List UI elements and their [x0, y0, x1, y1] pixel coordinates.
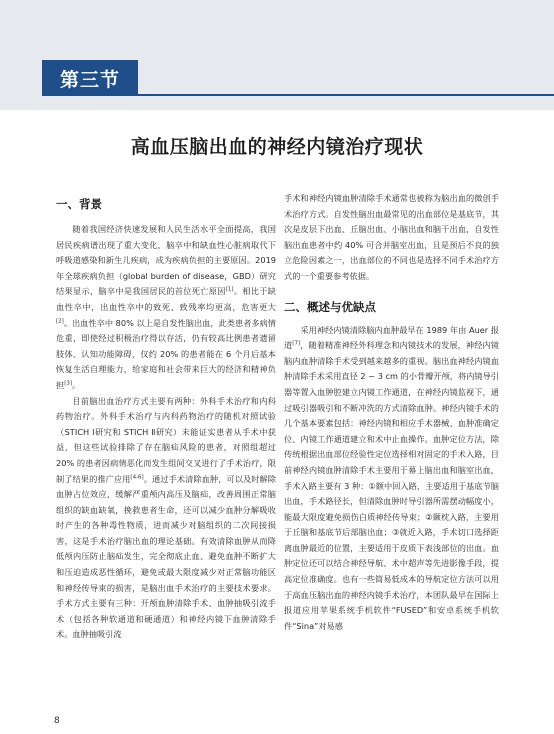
citation: [3]: [64, 380, 72, 387]
heading-overview: 二、概述与优缺点: [284, 299, 376, 314]
left-column: [56, 194, 276, 643]
section-rule: [138, 94, 554, 96]
heading-background: 一、背景: [56, 197, 102, 211]
paragraph-background-1: 随着我国经济快速发展和人民生活水平全面提高，我国居民疾病谱出现了重大变化，脑卒中和缺血性心脏病取代下呼吸道感染和新生儿疾病，成为疾病负担的主要原因。2019 年全球疾病负担（global burden of disease，GBD）研究结果显示，脑卒中是我国居民的首位死亡原因[1]。相比于缺血性卒中，出血性卒中的致死、致残率均更高，危害更大[2]。出血性卒中 80% 以上是自发性脑出血，此类患者多病情危重，即使经过积极治疗得以存活，仍有较高比例患者遗留肢体、认知功能障碍，仅约 20% 的患者能在 6 个月后基本恢复生活自理能力，给家庭和社会带来巨大的经济和精神负担[3]。: [56, 224, 276, 390]
citation: [1]: [225, 286, 234, 293]
right-column: [284, 191, 499, 634]
citation: [2]: [56, 317, 64, 324]
paragraph-overview: 采用神经内镜清除脑内血肿最早在 1989 年由 Auer 报道[7]，随着精准神经外科理念和内镜技术的发展，神经内镜脑内血肿清除手术受到越来越多的重视。脑出血神经内镜血肿清除手术采用直径 2 ~ 3 cm 的小骨瓣开颅，将内镜导引器等置入血肿腔建立内镜工作通道，在神经内镜监视下，通过吸引器吸引和不断冲洗的方式清除血肿。神经内镜手术的几个基本要素包括：神经内镜和相应手术器械、血肿准确定位、内镜工作通道建立和术中止血操作。血肿定位方法，除传统根据出血部位经验性定位选择相对固定的手术入路，目前神经内镜血肿清除手术主要用于幕上脑出血和脑室出血，手术入路主要有 3 种：①额中回入路，主要适用于基底节脑出血，手术路径长，但清除血肿时导引器所需摆动幅度小，能最大限度避免损伤白质神经传导束；②颞枕入路，主要用于丘脑和基底节后部脑出血；③就近入路，手术切口选择距离血肿最近的位置，主要适用于皮质下表浅部位的出血。血肿定位还可以结合神经导航、术中超声等先进影像手段，提高定位准确度。也有一些简易低成本的导航定位方法可以用于高血压脑出血的神经内镜手术治疗，本团队最早在国际上报道应用苹果系统手机软件“FUSED”和安卓系统手机软件“Sina”对易感: [284, 324, 499, 631]
paragraph-continued: 手术和神经内镜血肿清除手术通常也被称为脑出血的微创手术治疗方式。自发性脑出血最常见的出血部位是基底节，其次是皮层下出血、丘脑出血、小脑出血和脑干出血，自发性脑出血患者中约 40% 可合并脑室出血，且是预后不良的独立危险因素之一，出血部位的不同也是选择不同手术治疗方式的一个重要参考依据。: [284, 193, 499, 281]
citation: [7]: [292, 340, 301, 347]
page-number: 8: [54, 716, 60, 726]
page-title: 高血压脑出血的神经内镜治疗现状: [130, 136, 424, 158]
section-badge: 第三节: [42, 60, 138, 96]
paragraph-background-2: 目前脑出血治疗方式主要有两种：外科手术治疗和内科药物治疗。外科手术治疗与内科药物治疗的随机对照试验（STICH Ⅰ研究和 STICH Ⅱ研究）未能证实患者从手术中获益，但这些试验排除了存在脑疝风险的患者，对照组超过 20% 的患者因病情恶化而发生组间交叉进行了手术治疗，限制了结果的推广应用[4-6]。通过手术清除血肿，可以及时解除血肿占位效应，缓解严重颅内高压及脑疝，改善周围正常脑组织的缺血缺氧，挽救患者生命，还可以减少血肿分解吸收时产生的各种毒性物质，进而减少对脑组织的二次间接损害，这是手术治疗脑出血的理论基础。有效清除血肿从而降低颅内压防止脑疝发生，完全彻底止血、避免血肿不断扩大和压迫造成恶性循环，避免或最大限度减少对正常脑功能区和神经传导束的损害，是脑出血手术治疗的主要技术要求。手术方式主要有三种：开颅血肿清除手术、血肿抽吸引流手术（包括各种软通道和硬通道）和神经内镜下血肿清除手术。血肿抽吸引流: [56, 395, 276, 640]
citation: [4-6]: [130, 473, 144, 480]
